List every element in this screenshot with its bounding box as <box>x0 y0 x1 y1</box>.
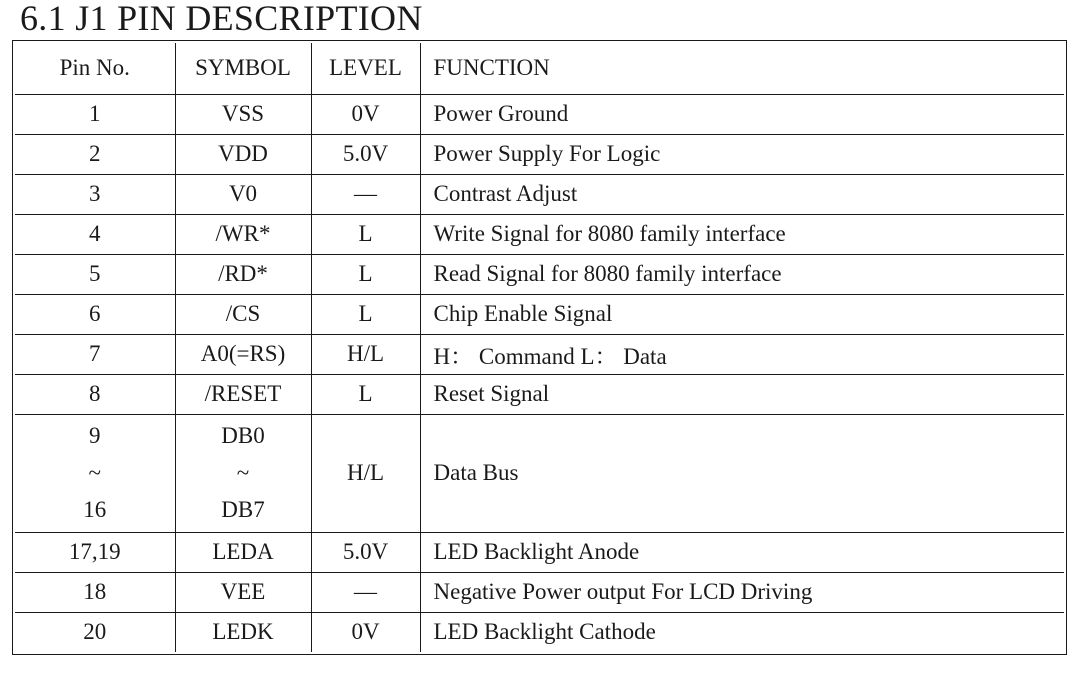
level-cell: — <box>311 572 420 612</box>
level-cell: 0V <box>311 612 420 652</box>
level-cell: 5.0V <box>311 134 420 174</box>
table-row <box>15 334 1064 374</box>
symbol-cell: /WR* <box>175 214 311 254</box>
function-cell: Reset Signal <box>420 374 1064 414</box>
pin-range-separator: ~ <box>88 460 101 485</box>
table-header-row <box>15 43 1064 94</box>
table-row <box>15 294 1064 334</box>
symbol-range-end: DB7 <box>221 497 265 522</box>
symbol-cell: LEDK <box>175 612 311 652</box>
function-cell: Read Signal for 8080 family interface <box>420 254 1064 294</box>
pin-cell: 20 <box>15 612 175 652</box>
pin-cell: 5 <box>15 254 175 294</box>
symbol-cell: /RESET <box>175 374 311 414</box>
symbol-cell: A0(=RS) <box>175 334 311 374</box>
function-cell: Chip Enable Signal <box>420 294 1064 334</box>
table-row <box>15 254 1064 294</box>
symbol-cell: LEDA <box>175 532 311 572</box>
level-cell: H/L <box>311 414 420 532</box>
pin-cell: 3 <box>15 174 175 214</box>
column-header-pin-no: Pin No. <box>15 43 175 94</box>
table-row <box>15 214 1064 254</box>
level-cell: — <box>311 174 420 214</box>
function-cell: LED Backlight Cathode <box>420 612 1064 652</box>
pin-cell: 1 <box>15 94 175 134</box>
table-row <box>15 532 1064 572</box>
pin-range-start: 9 <box>89 423 101 448</box>
level-cell: 5.0V <box>311 532 420 572</box>
symbol-range-cell <box>175 414 311 532</box>
table-row <box>15 612 1064 652</box>
function-cell: Negative Power output For LCD Driving <box>420 572 1064 612</box>
symbol-cell: VDD <box>175 134 311 174</box>
table-row <box>15 134 1064 174</box>
pin-cell: 2 <box>15 134 175 174</box>
level-cell: L <box>311 254 420 294</box>
table-row <box>15 94 1064 134</box>
level-cell: L <box>311 294 420 334</box>
pin-range-end: 16 <box>83 497 107 522</box>
symbol-cell: /CS <box>175 294 311 334</box>
column-header-symbol: SYMBOL <box>175 43 311 94</box>
table-row <box>15 374 1064 414</box>
function-cell: Write Signal for 8080 family interface <box>420 214 1064 254</box>
pin-cell: 18 <box>15 572 175 612</box>
pin-description-table-frame <box>12 40 1067 655</box>
function-cell: Data Bus <box>420 414 1064 532</box>
level-cell: L <box>311 214 420 254</box>
pin-range-cell <box>15 414 175 532</box>
symbol-cell: V0 <box>175 174 311 214</box>
level-cell: L <box>311 374 420 414</box>
symbol-cell: /RD* <box>175 254 311 294</box>
symbol-cell: VEE <box>175 572 311 612</box>
function-cell: Power Ground <box>420 94 1064 134</box>
pin-cell: 8 <box>15 374 175 414</box>
function-cell: LED Backlight Anode <box>420 532 1064 572</box>
symbol-cell: VSS <box>175 94 311 134</box>
function-cell: H： Command L： Data <box>420 334 1064 374</box>
data-bus-row <box>15 414 1064 532</box>
function-cell: Contrast Adjust <box>420 174 1064 214</box>
level-cell: 0V <box>311 94 420 134</box>
column-header-level: LEVEL <box>311 43 420 94</box>
function-cell: Power Supply For Logic <box>420 134 1064 174</box>
pin-cell: 6 <box>15 294 175 334</box>
column-header-function: FUNCTION <box>420 43 1064 94</box>
table-row <box>15 174 1064 214</box>
symbol-range-start: DB0 <box>221 423 265 448</box>
pin-cell: 4 <box>15 214 175 254</box>
level-cell: H/L <box>311 334 420 374</box>
table-row <box>15 572 1064 612</box>
pin-cell: 7 <box>15 334 175 374</box>
pin-cell: 17,19 <box>15 532 175 572</box>
pin-description-table <box>15 43 1064 652</box>
symbol-range-separator: ~ <box>236 460 250 485</box>
section-title: 6.1 J1 PIN DESCRIPTION <box>20 0 423 38</box>
